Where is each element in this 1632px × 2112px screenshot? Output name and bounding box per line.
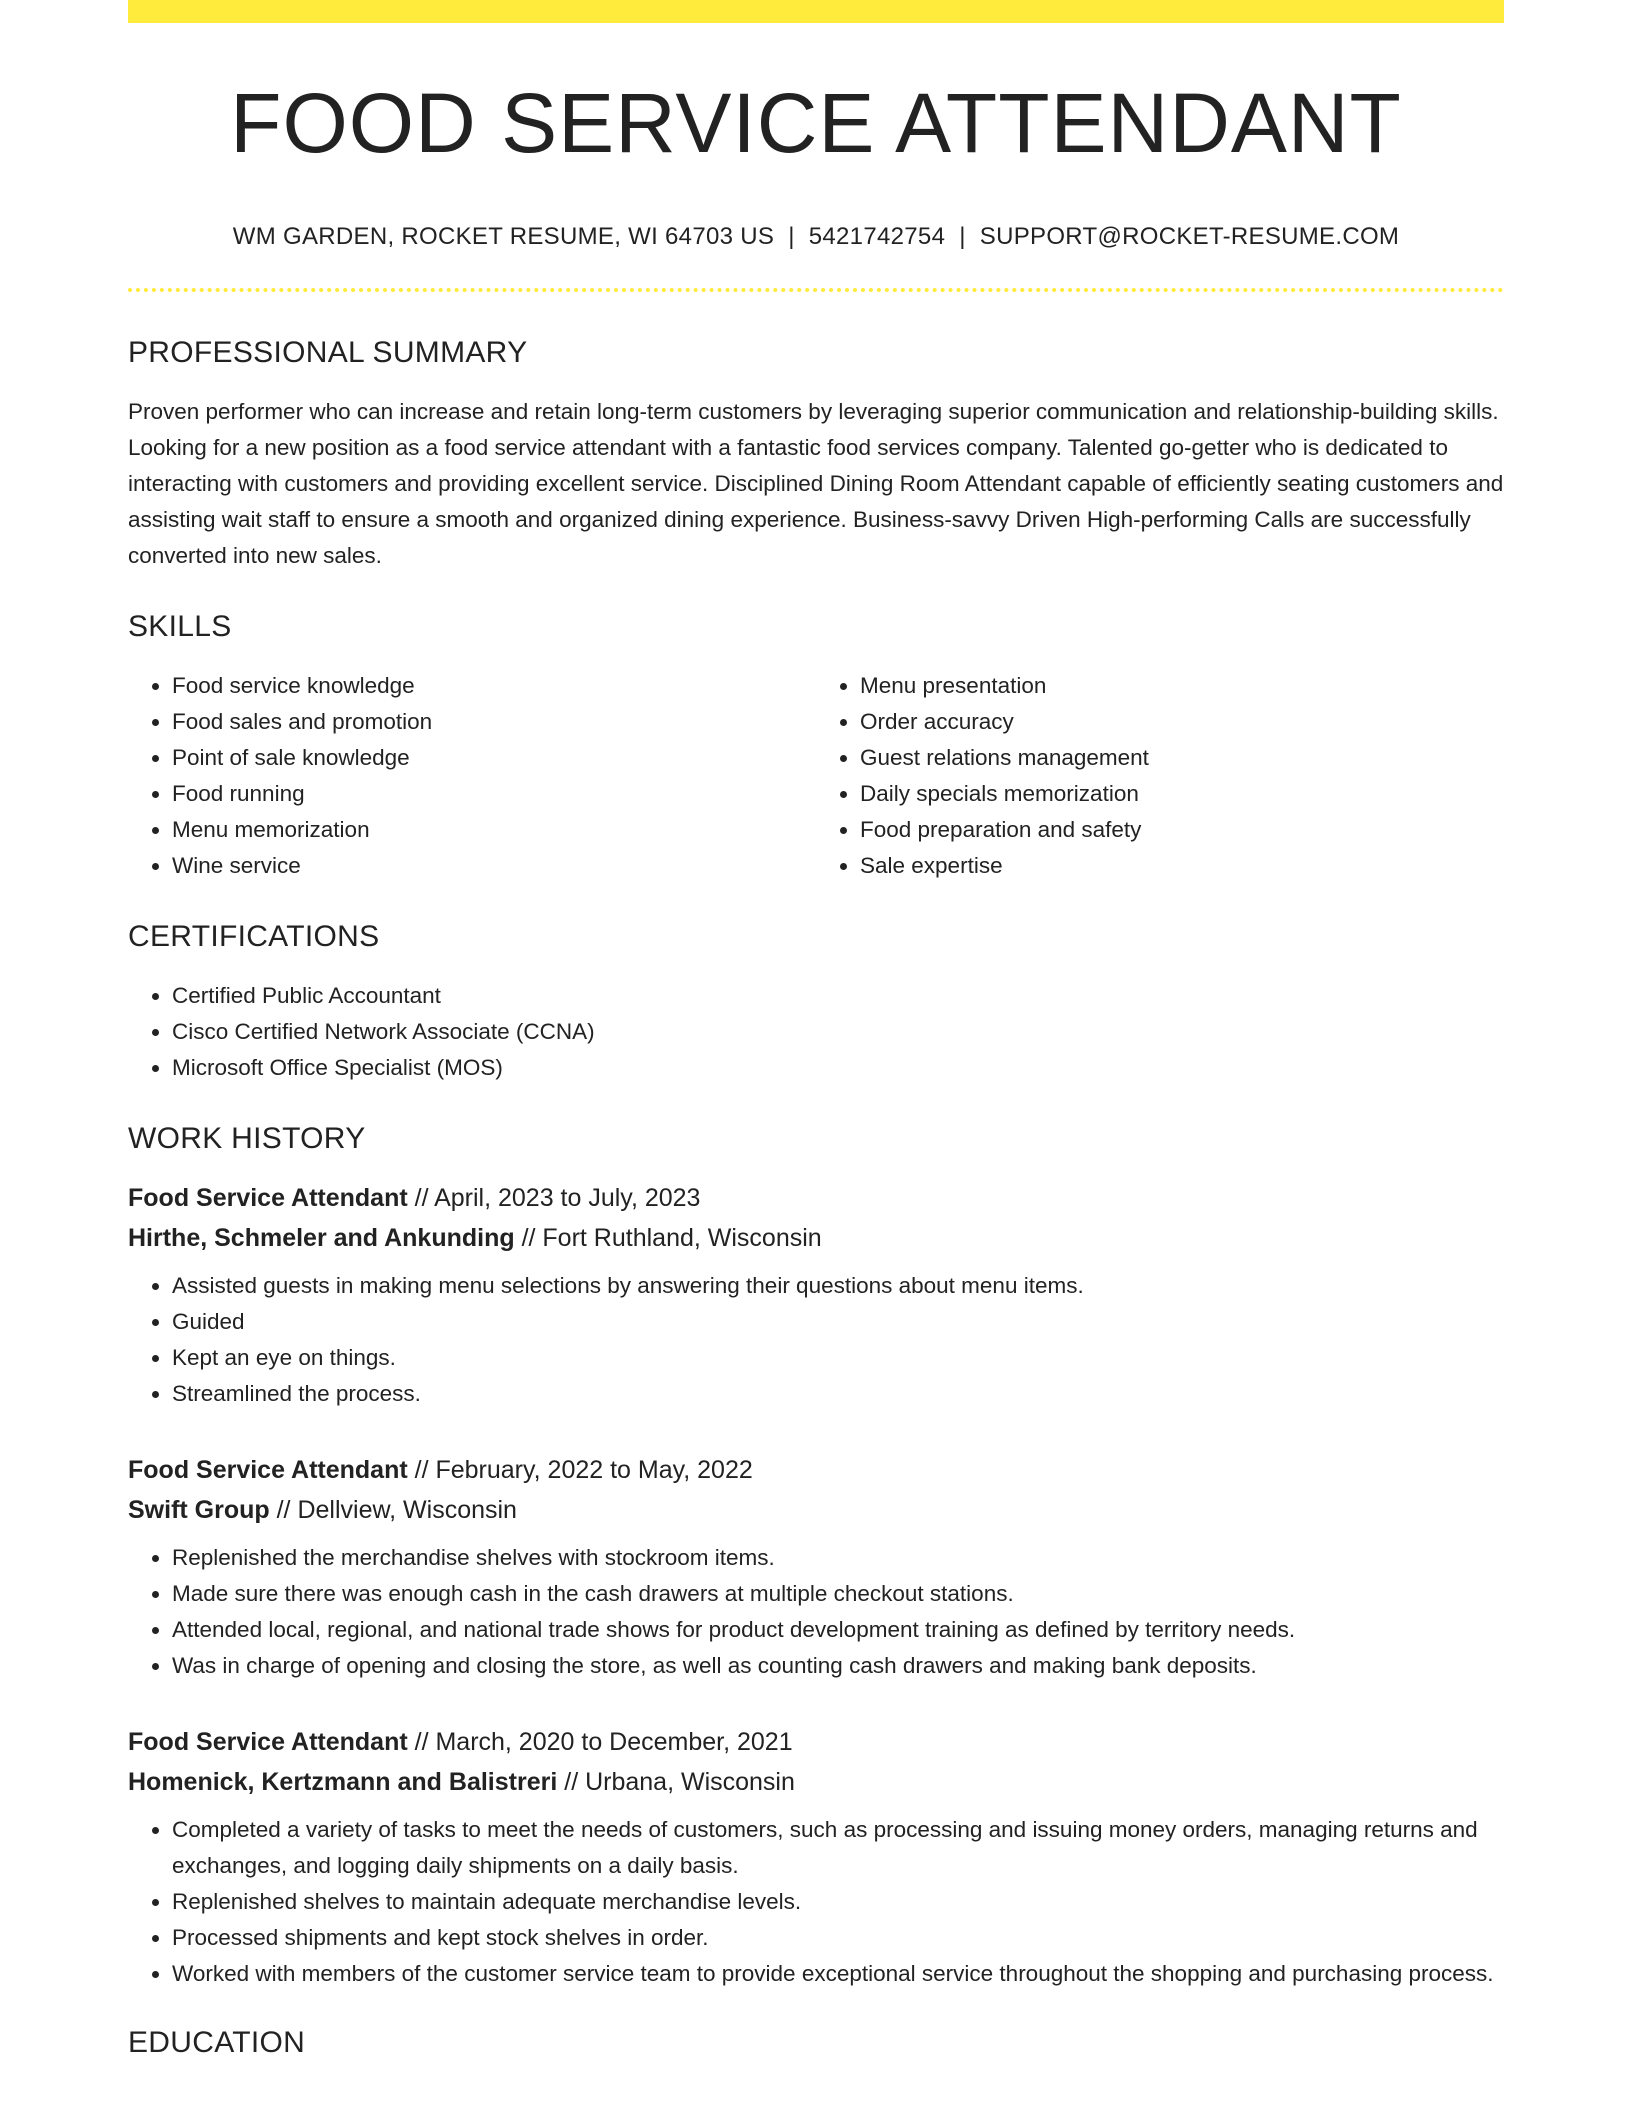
dotted-divider: [128, 288, 1504, 292]
job-entry: [128, 1178, 1504, 1412]
job-bullets: [128, 1540, 1504, 1684]
job-company-line: [128, 1218, 1504, 1258]
contact-line: [128, 223, 1504, 251]
contact-separator: |: [959, 223, 966, 250]
certification-item: • Cisco Certified Network Associate (CCNA): [172, 1014, 1504, 1050]
job-bullet: • Processed shipments and kept stock shelves in order.: [172, 1920, 1504, 1956]
job-location: // Dellview, Wisconsin: [276, 1496, 517, 1524]
job-bullet: • Attended local, regional, and national trade shows for product development training as defined by territory needs.: [172, 1612, 1504, 1648]
job-title-line: [128, 1178, 1504, 1218]
job-dates: // February, 2022 to May, 2022: [414, 1456, 753, 1484]
skill-item: • Menu memorization: [172, 812, 816, 848]
certifications-heading: CERTIFICATIONS: [128, 920, 380, 953]
job-title-line: [128, 1450, 1504, 1490]
job-dates: // March, 2020 to December, 2021: [414, 1728, 793, 1756]
certification-item: • Microsoft Office Specialist (MOS): [172, 1050, 1504, 1086]
skills-right-list: [816, 668, 1504, 884]
skill-item: • Point of sale knowledge: [172, 740, 816, 776]
skill-item: • Order accuracy: [860, 704, 1504, 740]
summary-heading: PROFESSIONAL SUMMARY: [128, 336, 528, 369]
skill-item: • Sale expertise: [860, 848, 1504, 884]
skills-left-list: [128, 668, 816, 884]
summary-text: Proven performer who can increase and retain long-term customers by leveraging superior communication and relationship-building skills. Looking for a new position as a food service attendant with a fantastic food services company. Talented go-getter who is dedicated to interacting with customers and providing excellent service. Disciplined Dining Room Attendant capable of efficiently seating customers and assisting wait staff to ensure a smooth and organized dining experience. Business-savvy Driven High-performing Calls are successfully converted into new sales.: [128, 399, 1504, 568]
contact-separator: |: [788, 223, 795, 250]
job-entry: [128, 1722, 1504, 1992]
job-location: // Fort Ruthland, Wisconsin: [521, 1224, 822, 1252]
contact-phone: 5421742754: [808, 223, 946, 250]
skill-item: • Food service knowledge: [172, 668, 816, 704]
work-history-heading: WORK HISTORY: [128, 1122, 366, 1155]
job-company: Swift Group: [128, 1496, 270, 1524]
skills-heading: SKILLS: [128, 610, 232, 643]
certification-item: • Certified Public Accountant: [172, 978, 1504, 1014]
job-company: Homenick, Kertzmann and Balistreri: [128, 1768, 558, 1796]
job-dates: // April, 2023 to July, 2023: [414, 1184, 701, 1212]
skill-item: • Menu presentation: [860, 668, 1504, 704]
certifications-list: [128, 978, 1504, 1086]
job-bullet: • Guided: [172, 1304, 1504, 1340]
job-bullet: • Was in charge of opening and closing the store, as well as counting cash drawers and making bank deposits.: [172, 1648, 1504, 1684]
job-title: Food Service Attendant: [128, 1456, 408, 1484]
skill-item: • Food sales and promotion: [172, 704, 816, 740]
job-bullets: [128, 1268, 1504, 1412]
job-company-line: [128, 1490, 1504, 1530]
education-heading: EDUCATION: [128, 2026, 306, 2059]
skill-item: • Guest relations management: [860, 740, 1504, 776]
skills-columns: [128, 668, 1504, 884]
job-bullet: • Kept an eye on things.: [172, 1340, 1504, 1376]
skill-item: • Wine service: [172, 848, 816, 884]
job-bullet: • Completed a variety of tasks to meet the needs of customers, such as processing and issuing money orders, managing returns and exchanges, and logging daily shipments on a daily basis.: [172, 1812, 1504, 1884]
job-company: Hirthe, Schmeler and Ankunding: [128, 1224, 515, 1252]
job-bullet: • Replenished the merchandise shelves with stockroom items.: [172, 1540, 1504, 1576]
job-bullet: • Streamlined the process.: [172, 1376, 1504, 1412]
resume-page: [128, 0, 1504, 2060]
job-bullet: • Worked with members of the customer service team to provide exceptional service throughout the shopping and purchasing process.: [172, 1956, 1504, 1992]
skill-item: • Food preparation and safety: [860, 812, 1504, 848]
job-title: Food Service Attendant: [128, 1728, 408, 1756]
job-entry: [128, 1450, 1504, 1684]
job-location: // Urbana, Wisconsin: [564, 1768, 795, 1796]
job-company-line: [128, 1762, 1504, 1802]
skill-item: • Food running: [172, 776, 816, 812]
job-bullet: • Replenished shelves to maintain adequate merchandise levels.: [172, 1884, 1504, 1920]
job-title: Food Service Attendant: [128, 1184, 408, 1212]
job-bullets: [128, 1812, 1504, 1992]
job-bullet: • Assisted guests in making menu selections by answering their questions about menu items.: [172, 1268, 1504, 1304]
job-title-line: [128, 1722, 1504, 1762]
skill-item: • Daily specials memorization: [860, 776, 1504, 812]
contact-address: WM GARDEN, ROCKET RESUME, WI 64703 US: [232, 223, 775, 250]
contact-email: SUPPORT@ROCKET-RESUME.COM: [979, 223, 1400, 250]
resume-title: FOOD SERVICE ATTENDANT: [230, 76, 1402, 170]
job-bullet: • Made sure there was enough cash in the cash drawers at multiple checkout stations.: [172, 1576, 1504, 1612]
accent-top-bar: [128, 0, 1504, 23]
